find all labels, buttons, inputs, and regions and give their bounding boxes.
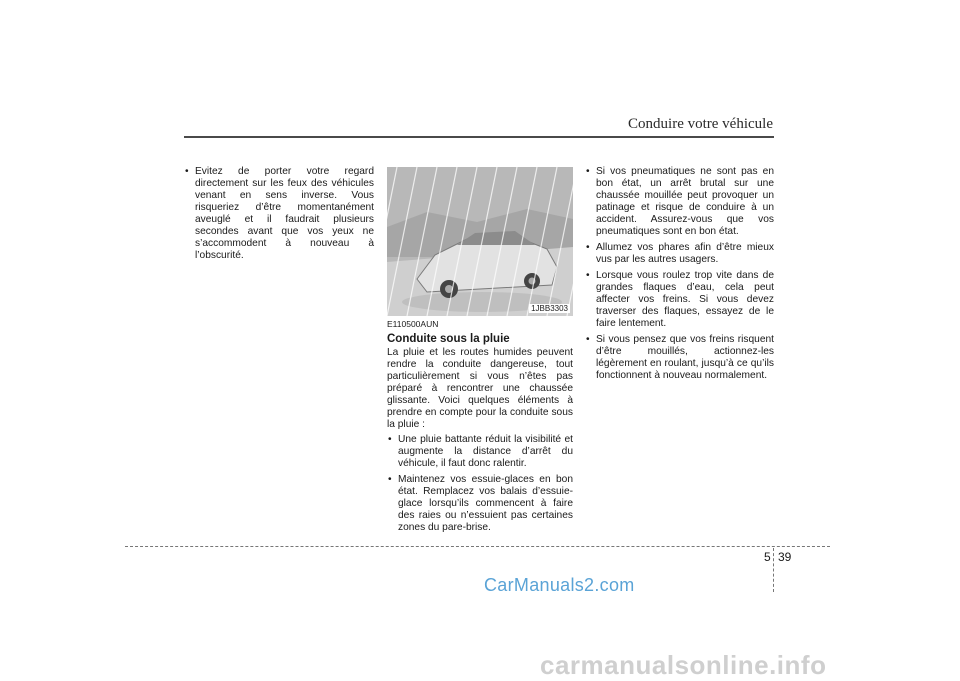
figure-code: 1JBB3303 [531,304,568,313]
intro-paragraph: La pluie et les routes humides peuvent rendre la conduite dangereuse, tout particulièrement si vous n’êtes pas préparé à rencontrer une chaussée glissante. Voici quelques éléments à prendre en compte pour la conduite sous la pluie : [387,347,573,430]
page-number: 39 [778,550,792,564]
bullet-list-1 [184,166,374,262]
section-code: E110500AUN [387,319,439,329]
page-number-divider [773,548,774,592]
footer-rule [125,546,830,547]
list-item: • Si vous pensez que vos freins risquent d’être mouillés, actionnez-les légèrement en roulant, jusqu’à ce qu’ils fonctionnent à nouveau normalement. [586,334,774,381]
rain-car-illustration [387,167,573,316]
page-header-title: Conduire votre véhicule [628,116,773,132]
list-item: • Lorsque vous roulez trop vite dans de grandes flaques d’eau, cela peut affecter vos freins. Si vous devez traverser des flaques, essayez de le faire lentement. [586,270,774,329]
list-item: • Maintenez vos essuie-glaces en bon état. Remplacez vos balais d’essuie-glace lorsqu’ils commencent à faire des raies ou n’essuient pas certaines zones du pare-brise. [388,474,573,533]
header-rule [184,136,774,138]
watermark-text: carmanualsonline.info [540,650,827,680]
watermark-link[interactable]: CarManuals2.com [484,575,635,595]
section-heading: Conduite sous la pluie [387,333,510,345]
list-item: • Si vos pneumatiques ne sont pas en bon état, un arrêt brutal sur une chaussée mouillée peut provoquer un patinage et risque de conduire à un accident. Assurez-vous que vos pneumatiques sont en bon état. [586,166,774,237]
car-in-rain-image [387,167,573,316]
chapter-number: 5 [764,550,771,564]
column-3 [585,166,774,386]
list-item: • Une pluie battante réduit la visibilité et augmente la distance d’arrêt du véhicule, il faut donc ralentir. [388,434,573,469]
list-item: • Evitez de porter votre regard directement sur les feux des véhicules venant en sens inverse. Vous risqueriez d’être momentanément aveuglé et il faudrait plusieurs secondes avant que vos yeux ne s’accommodent à nouveau à l’obscurité. [185,166,374,261]
bullet-list-3 [585,166,774,382]
column-1 [184,166,374,266]
column-2 [387,316,573,538]
list-item: • Allumez vos phares afin d’être mieux vus par les autres usagers. [586,242,774,265]
bullet-list-2 [387,434,573,534]
